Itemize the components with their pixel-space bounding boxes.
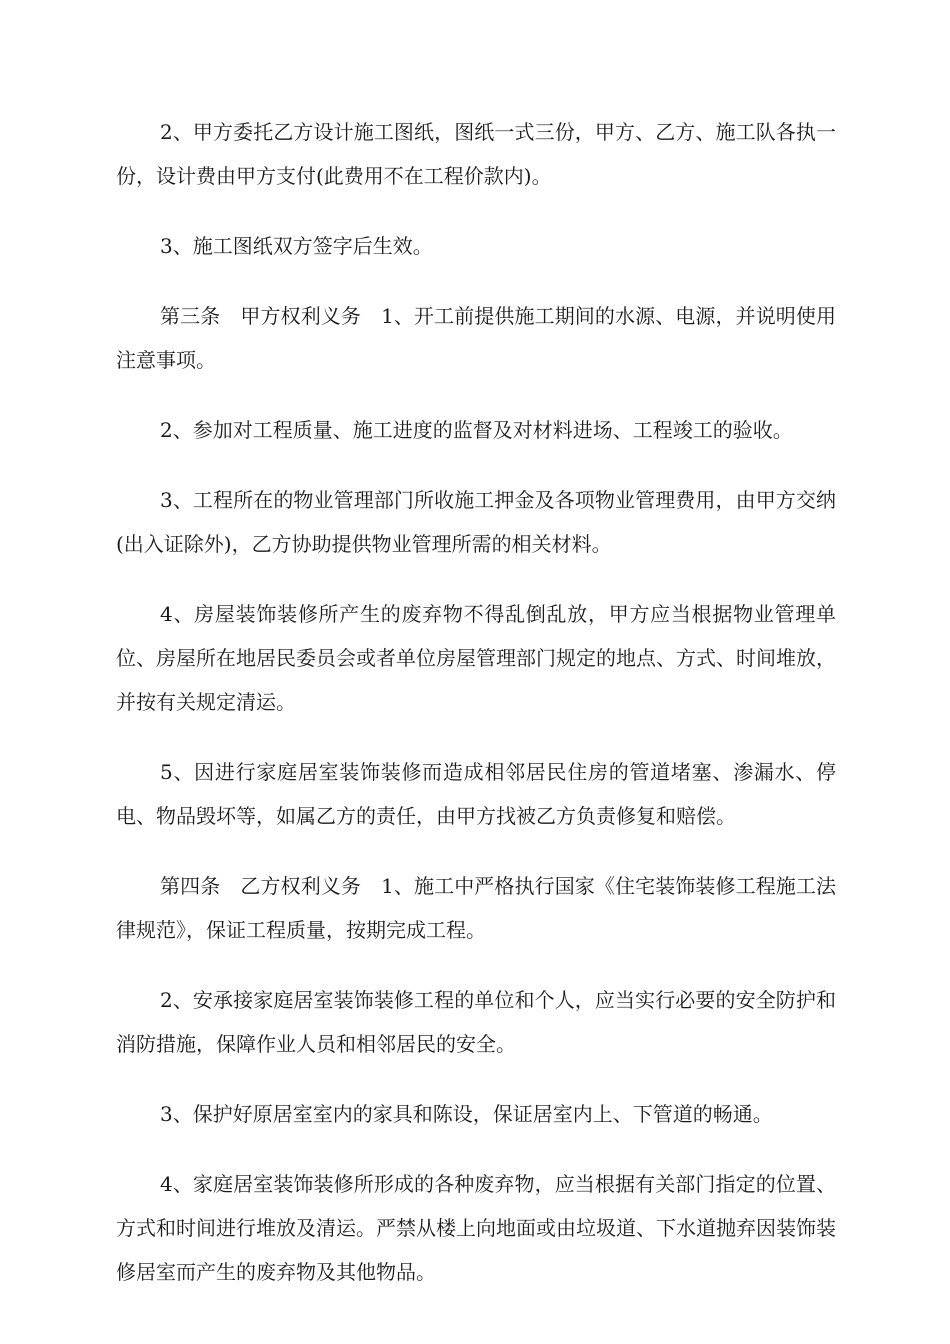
paragraph-supervision: 2、参加对工程质量、施工进度的监督及对材料进场、工程竣工的验收。 (160, 418, 793, 442)
paragraph-damage-compensation: 5、因进行家庭居室装饰装修而造成相邻居民住房的管道堵塞、渗漏水、停电、物品毁坏等，如属乙方的责任，由甲方找被乙方负责修复和赔偿。 (116, 760, 836, 828)
document-body (116, 110, 836, 1320)
paragraph-article-4-standards: 第四条 乙方权利义务 1、施工中严格执行国家《住宅装饰装修工程施工法律规范》，保证工程质量，按期完成工程。 (116, 874, 836, 942)
paragraph-safety-measures: 2、安承接家庭居室装饰装修工程的单位和个人，应当实行必要的安全防护和消防措施，保障作业人员和相邻居民的安全。 (116, 988, 836, 1056)
paragraph-waste-disposal: 4、房屋装饰装修所产生的废弃物不得乱倒乱放，甲方应当根据物业管理单位、房屋所在地居民委员会或者单位房屋管理部门规定的地点、方式、时间堆放，并按有关规定清运。 (116, 602, 836, 714)
paragraph-drawings-effective: 3、施工图纸双方签字后生效。 (160, 234, 433, 258)
paragraph-property-fees: 3、工程所在的物业管理部门所收施工押金及各项物业管理费用，由甲方交纳(出入证除外)，乙方协助提供物业管理所需的相关材料。 (116, 488, 836, 556)
paragraph-article-3-water-power: 第三条 甲方权利义务 1、开工前提供施工期间的水源、电源，并说明使用注意事项。 (116, 304, 836, 372)
paragraph-waste-clearing: 4、家庭居室装饰装修所形成的各种废弃物，应当根据有关部门指定的位置、方式和时间进行堆放及清运。严禁从楼上向地面或由垃圾道、下水道抛弃因装饰装修居室而产生的废弃物及其他物品。 (116, 1172, 836, 1284)
paragraph-design-drawings: 2、甲方委托乙方设计施工图纸，图纸一式三份，甲方、乙方、施工队各执一份，设计费由甲方支付(此费用不在工程价款内)。 (116, 120, 836, 188)
paragraph-protect-furniture: 3、保护好原居室室内的家具和陈设，保证居室内上、下管道的畅通。 (160, 1102, 773, 1126)
